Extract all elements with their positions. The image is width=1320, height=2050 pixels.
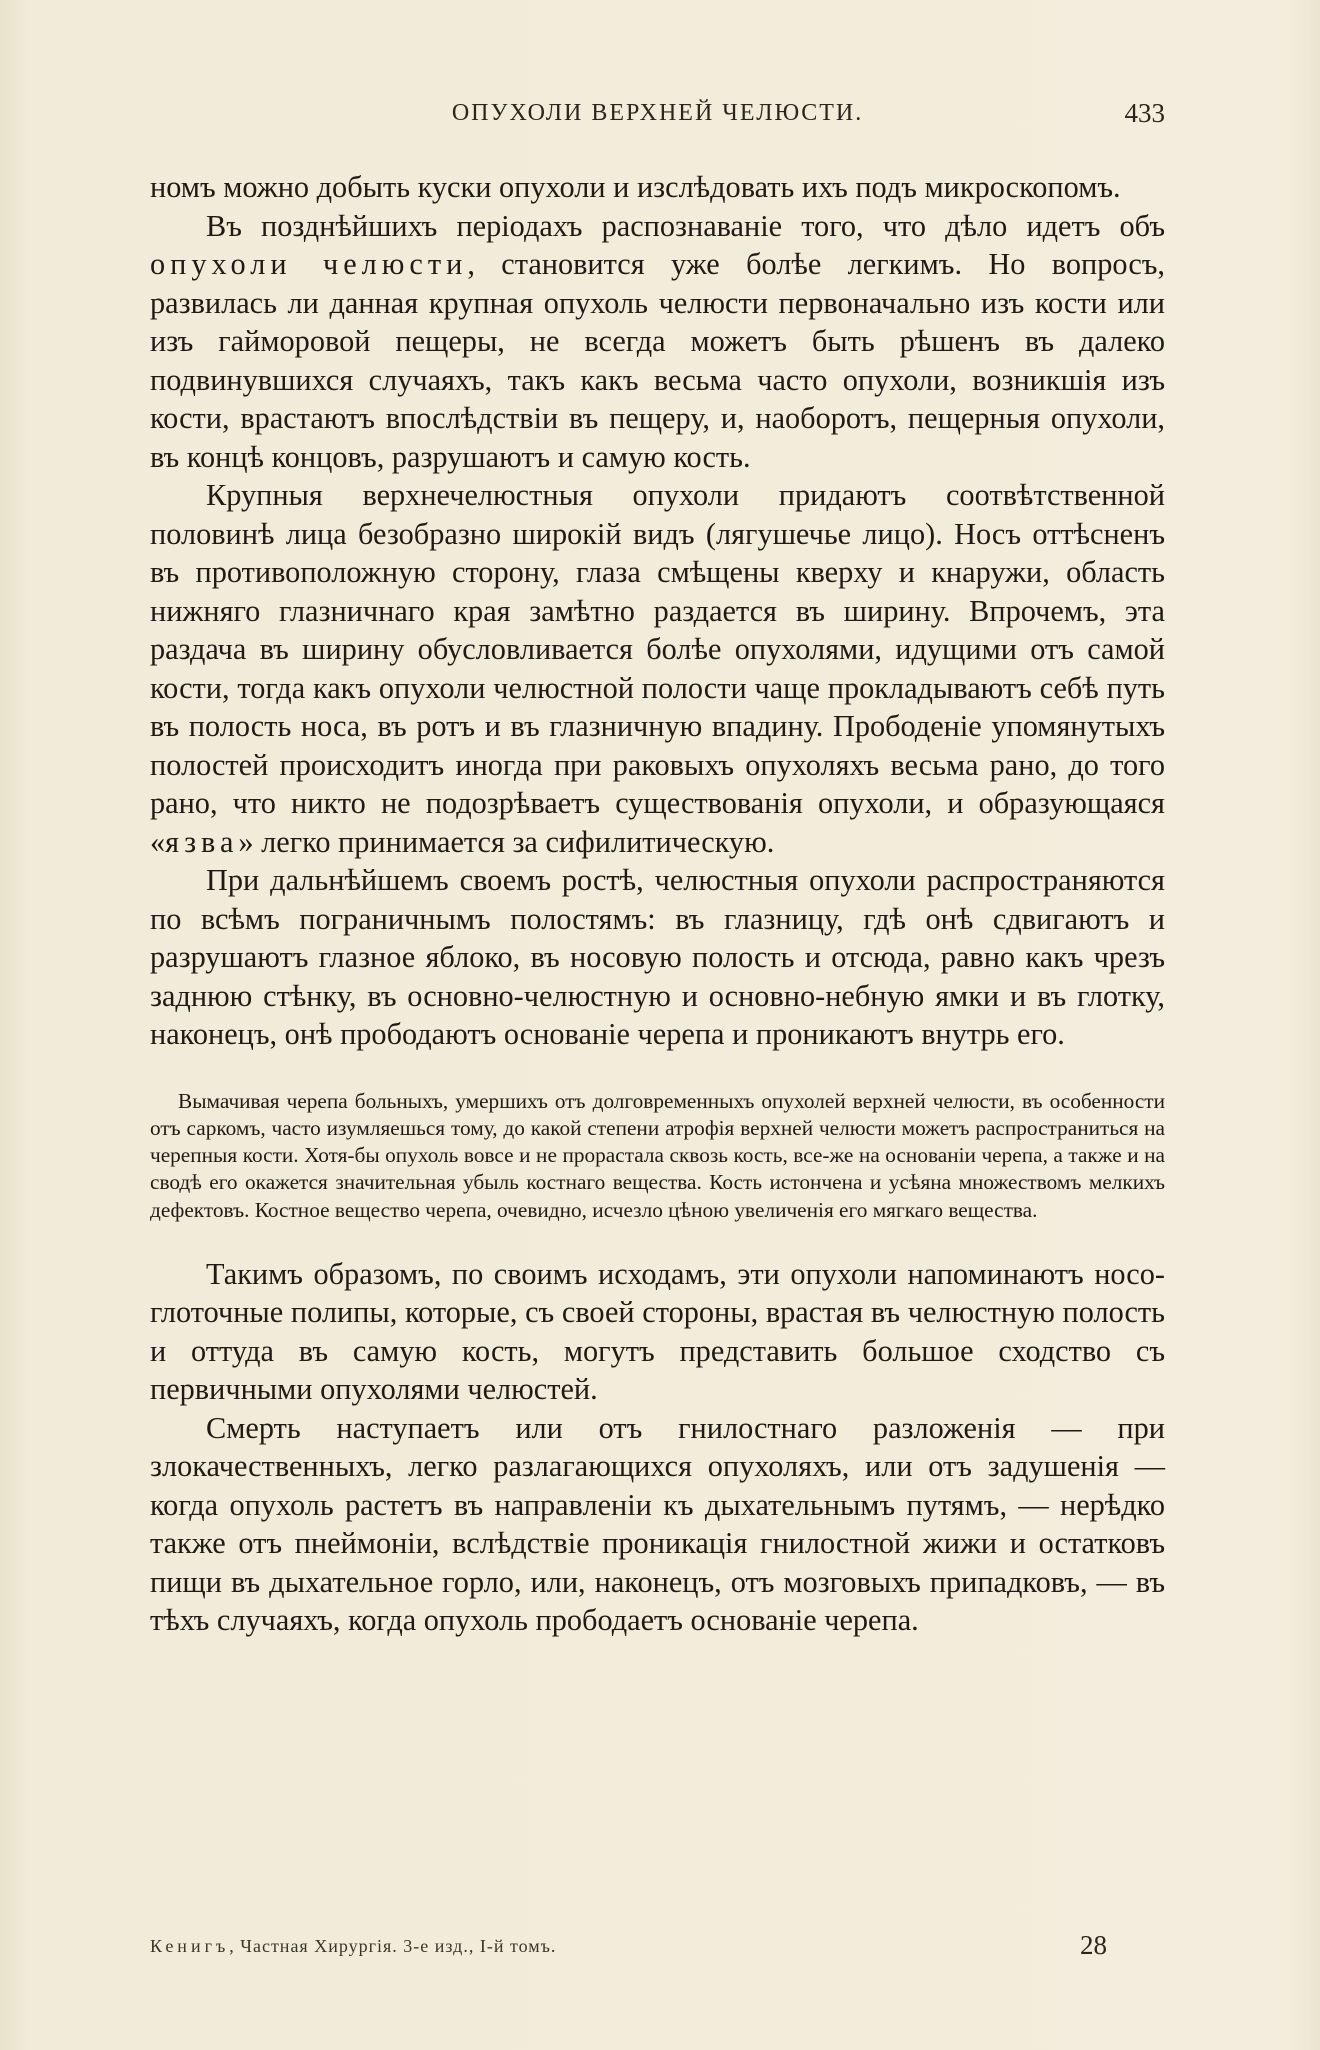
page-header (150, 100, 1165, 140)
paragraph-1: номъ можно добыть куски опухоли и изслѣдовать ихъ подъ микроскопомъ. (150, 170, 1121, 204)
spaced-term: язва (165, 824, 239, 859)
small-print-note: Вымачивая черепа больныхъ, умершихъ отъ долговременныхъ опухолей верхней челюсти, въ особенности отъ саркомъ, часто изумляешься тому, до какой степени атрофія верхней челюсти можетъ распространиться на черепныя кости. Хотя-бы опухоль вовсе и не прорастала сквозь кость, все-же на основаніи черепа, а также и на сводѣ его окажется значительная убыль костнаго вещества. Кость истончена и усѣяна множествомъ мелкихъ дефектовъ. Костное вещество черепа, очевидно, исчезло цѣною увеличенія его мягкаго вещества. (150, 1088, 1165, 1222)
paragraph-3 (150, 476, 1165, 861)
paragraph-5: Такимъ образомъ, по своимъ исходамъ, эти опухоли напоминаютъ носо-глоточные полипы, которые, съ своей стороны, врастая въ челюстную полость и оттуда въ самую кость, могутъ представить большое сходство съ первичными опухолями челюстей. (150, 1256, 1165, 1407)
signature-title: , Частная Хирургія. 3-е изд., I-й томъ. (229, 1936, 557, 1956)
spaced-term: опухоли челюсти (150, 247, 468, 281)
page-number: 433 (1124, 98, 1165, 128)
body-text (150, 168, 1165, 1640)
paragraph-2-start: Въ позднѣйшихъ періодахъ распознаваніе того, что дѣло идетъ объ (206, 208, 1165, 243)
signature-line (150, 1936, 556, 1957)
page-footer (150, 1930, 1165, 1970)
paragraph-2 (150, 207, 1165, 477)
paragraph-4: При дальнѣйшемъ своемъ ростѣ, челюстныя опухоли распространяются по всѣмъ пограничнымъ полостямъ: въ глазницу, гдѣ онѣ сдвигаютъ и разрушаютъ глазное яблоко, въ носовую полость и отсюда, равно какъ чрезъ заднюю стѣнку, въ основно-челюстную и основно-небную ямки и въ глотку, наконецъ, онѣ прободаютъ основаніе черепа и проникаютъ внутрь его. (150, 863, 1165, 1051)
running-head: ОПУХОЛИ ВЕРХНЕЙ ЧЕЛЮСТИ. (451, 100, 864, 126)
paragraph-2-end: , становится уже болѣе легкимъ. Но вопросъ, развилась ли данная крупная опухоль челюсти первоначально изъ кости или изъ гайморовой пещеры, не всегда можетъ быть рѣшенъ въ далеко подвинувшихся случаяхъ, такъ какъ весьма часто опухоли, возникшія изъ кости, врастаютъ впослѣдствіи въ пещеру, и, наоборотъ, пещерныя опухоли, въ концѣ концовъ, разрушаютъ и самую кость. (150, 247, 1166, 474)
paragraph-6: Смерть наступаетъ или отъ гнилостнаго разложенія — при злокачественныхъ, легко разлагающихся опухоляхъ, или отъ задушенія — когда опухоль растетъ въ направленіи къ дыхательнымъ путямъ, — нерѣдко также отъ пнеймоніи, вслѣдствіе проникація гнилостной жижи и остатковъ пищи въ дыхательное горло, или, наконецъ, отъ мозговыхъ припадковъ, — въ тѣхъ случаяхъ, когда опухоль прободаетъ основаніе черепа. (150, 1410, 1165, 1638)
signature-author: Кенигъ (150, 1936, 230, 1956)
sheet-number: 28 (1080, 1930, 1107, 1960)
paragraph-3-start: Крупныя верхнечелюстныя опухоли придаютъ соотвѣтственной половинѣ лица безобразно широкій видъ (лягушечье лицо). Носъ оттѣсненъ въ противоположную сторону, глаза смѣщены кверху и кнаружи, область нижняго глазничнаго края замѣтно раздается въ ширину. Впрочемъ, эта раздача въ ширину обусловливается болѣе опухолями, идущими отъ самой кости, тогда какъ опухоли челюстной полости чаще прокладываютъ себѣ путь въ полость носа, въ ротъ и въ глазничную впадину. Прободеніе упомянутыхъ полостей происходитъ иногда при раковыхъ опухоляхъ весьма рано, до того рано, что никто не подозрѣваетъ существованія опухоли, и образующаяся « (150, 478, 1165, 859)
paragraph-3-end: » легко принимается за сифилитическую. (238, 824, 775, 859)
